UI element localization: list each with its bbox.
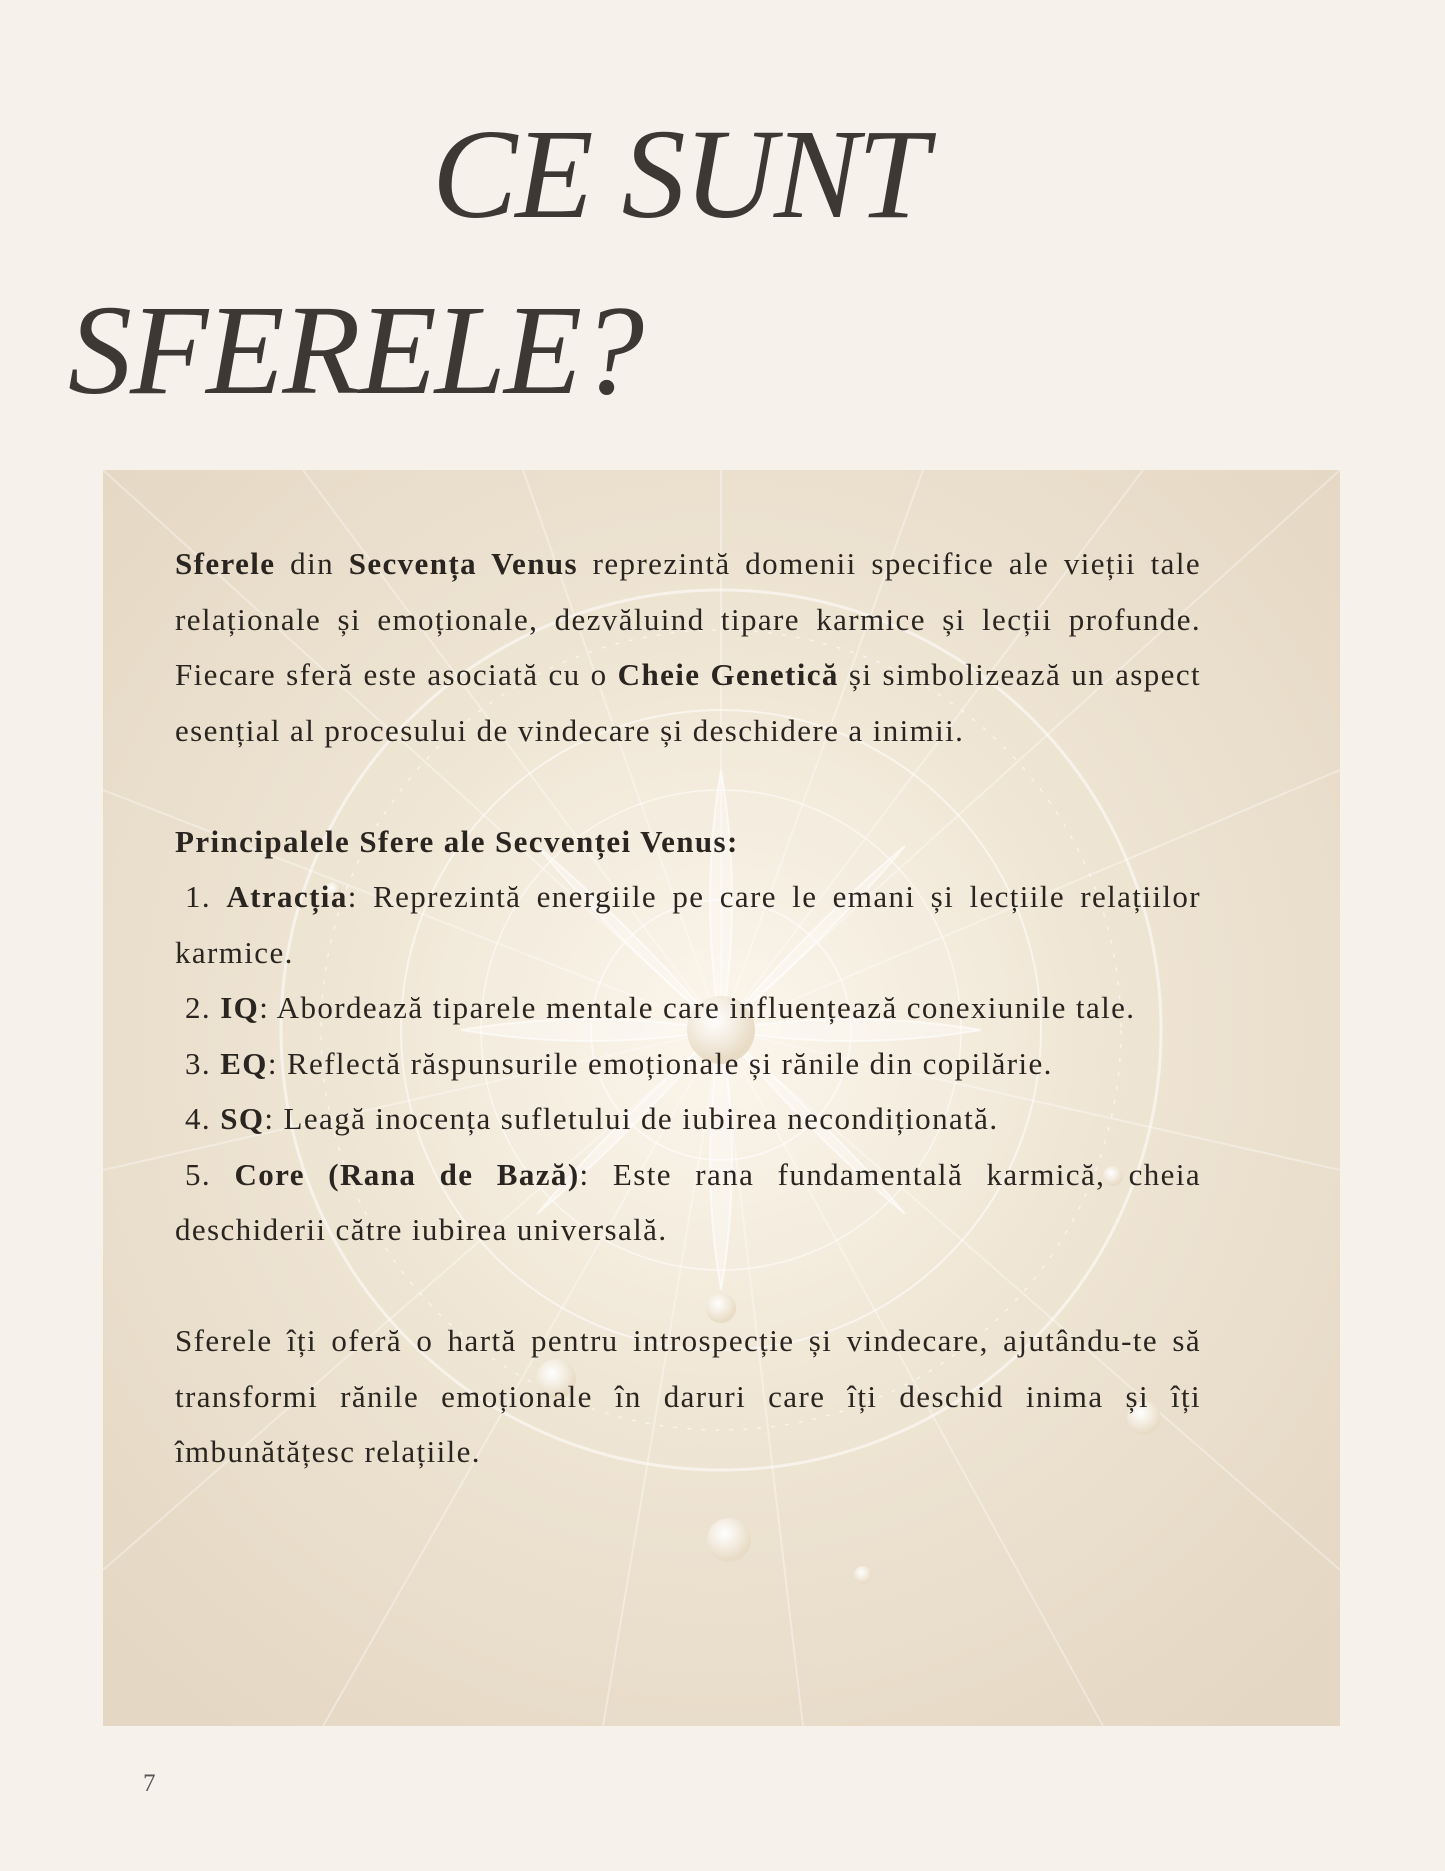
term-secventa-venus: Secvența Venus [348, 546, 578, 581]
list-heading: Principalele Sfere ale Secvenței Venus: [175, 823, 739, 859]
term-sferele: Sferele [175, 546, 276, 581]
intro-paragraph: Sferele din Secvența Venus reprezintă domenii specifice ale vieții tale relaționale și emoționale, dezvăluind tipare karmice și lecții profunde. Fiecare sferă este asociată cu o Cheie Genetică și simbolizează un aspect esențial al procesului de vindecare și deschidere a inimii. [175, 546, 1202, 748]
term-cheie-genetica: Cheie Genetică [617, 657, 839, 692]
list-item-iq: 2. IQ: Abordează tiparele mentale care influențează conexiunile tale. [185, 990, 1136, 1025]
list-item-core: 5. Core (Rana de Bază): Este rana fundamentală karmică, cheia deschiderii către iubirea universală. [175, 1156, 1202, 1247]
closing-paragraph: Sferele îți oferă o hartă pentru introspecție și vindecare, ajutându-te să transformi rănile emoționale în daruri care îți deschid inima și îți îmbunătățesc relațiile. [175, 1323, 1201, 1469]
list-item-atractia: 1. Atracția: Reprezintă energiile pe care le emani și lecțiile relațiilor karmice. [175, 879, 1202, 970]
list-item-eq: 3. EQ: Reflectă răspunsurile emoționale și rănile din copilărie. [185, 1045, 1053, 1081]
page-title-line-1: CE SUNT [432, 103, 927, 245]
body-text [175, 536, 1201, 1480]
page-number: 7 [143, 1770, 156, 1797]
page-title-line-2: SFERELE? [68, 279, 643, 421]
content-panel [103, 470, 1340, 1726]
list-item-sq: 4. SQ: Leagă inocența sufletului de iubirea necondiționată. [185, 1101, 999, 1136]
